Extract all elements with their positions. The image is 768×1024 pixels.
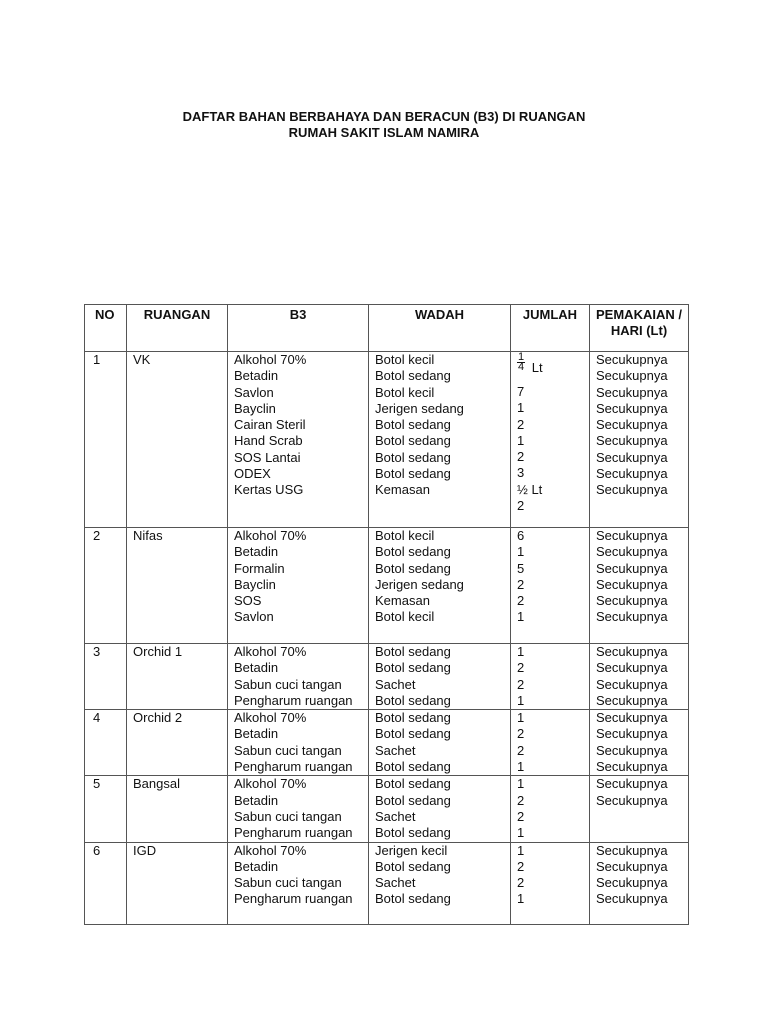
pemakaian-item: Secukupnya xyxy=(596,660,668,676)
header-no: NO xyxy=(85,305,127,352)
wadah-item: Botol sedang xyxy=(375,433,451,449)
jumlah-item: 1 xyxy=(517,891,525,907)
wadah-item: Botol kecil xyxy=(375,528,435,543)
jumlah-item: 7 xyxy=(517,384,525,399)
table-row xyxy=(85,776,689,842)
cell-no: 2 xyxy=(85,528,127,644)
b3-item: Alkohol 70% xyxy=(234,528,307,543)
pemakaian-item: Secukupnya xyxy=(596,676,668,692)
cell-pemakaian xyxy=(590,352,689,528)
pemakaian-item: Secukupnya xyxy=(596,710,668,726)
jumlah-item: 2 xyxy=(517,742,525,758)
wadah-item: Botol sedang xyxy=(375,644,451,659)
pemakaian-item: Secukupnya xyxy=(596,726,668,742)
wadah-item: Botol kecil xyxy=(375,352,435,367)
b3-item: Alkohol 70% xyxy=(234,842,307,858)
wadah-item: Botol sedang xyxy=(375,710,451,726)
cell-jumlah xyxy=(511,710,590,776)
b3-item: Pengharum ruangan xyxy=(234,825,353,841)
cell-b3 xyxy=(228,352,369,528)
table-row xyxy=(85,528,689,644)
b3-item: Alkohol 70% xyxy=(234,352,307,367)
cell-ruangan: Orchid 2 xyxy=(127,710,228,776)
b3-item: Alkohol 70% xyxy=(234,710,307,726)
cell-b3 xyxy=(228,842,369,924)
cell-b3 xyxy=(228,710,369,776)
table-row xyxy=(85,352,689,528)
fraction-denominator: 4 xyxy=(518,361,525,373)
table-header-row xyxy=(85,305,689,352)
b3-item: Cairan Steril xyxy=(234,417,306,433)
header-jumlah: JUMLAH xyxy=(511,305,590,352)
pemakaian-item: Secukupnya xyxy=(596,842,668,858)
b3-item: SOS xyxy=(234,593,262,609)
jumlah-item: 5 xyxy=(517,560,525,576)
jumlah-item: 1 xyxy=(517,400,525,416)
document-title xyxy=(0,109,768,141)
pemakaian-item: Secukupnya xyxy=(596,593,668,609)
b3-table xyxy=(84,304,689,925)
jumlah-item: 1 xyxy=(517,644,525,659)
header-wadah: WADAH xyxy=(369,305,511,352)
cell-jumlah xyxy=(511,352,590,528)
wadah-item: Jerigen sedang xyxy=(375,400,464,416)
b3-item: Bayclin xyxy=(234,400,276,416)
wadah-item: Botol sedang xyxy=(375,776,451,792)
b3-item: Betadin xyxy=(234,858,279,874)
table-row xyxy=(85,842,689,924)
pemakaian-item: Secukupnya xyxy=(596,759,668,775)
jumlah-item: 2 xyxy=(517,593,525,609)
jumlah-item: 2 xyxy=(517,792,525,808)
jumlah-fraction-line xyxy=(517,352,583,376)
jumlah-item: 2 xyxy=(517,726,525,742)
pemakaian-item: Secukupnya xyxy=(596,560,668,576)
wadah-item: Botol sedang xyxy=(375,825,451,841)
jumlah-gap xyxy=(517,376,583,384)
b3-item: Sabun cuci tangan xyxy=(234,742,342,758)
b3-item: Alkohol 70% xyxy=(234,644,307,659)
b3-item: Formalin xyxy=(234,560,285,576)
b3-item: Sabun cuci tangan xyxy=(234,875,342,891)
pemakaian-item: Secukupnya xyxy=(596,400,668,416)
b3-item: Sabun cuci tangan xyxy=(234,808,342,824)
wadah-item: Botol sedang xyxy=(375,891,451,907)
wadah-item: Botol sedang xyxy=(375,417,451,433)
jumlah-item: 2 xyxy=(517,875,525,891)
pemakaian-item: Secukupnya xyxy=(596,692,668,708)
wadah-item: Botol sedang xyxy=(375,660,451,676)
b3-item: ODEX xyxy=(234,466,271,482)
cell-no: 1 xyxy=(85,352,127,528)
wadah-item: Kemasan xyxy=(375,593,430,609)
cell-ruangan: Bangsal xyxy=(127,776,228,842)
wadah-item: Sachet xyxy=(375,676,416,692)
title-line-1: DAFTAR BAHAN BERBAHAYA DAN BERACUN (B3) DI RUANGAN xyxy=(182,109,586,124)
pemakaian-item: Secukupnya xyxy=(596,792,668,808)
cell-no: 6 xyxy=(85,842,127,924)
wadah-item: Kemasan xyxy=(375,482,430,498)
cell-b3 xyxy=(228,528,369,644)
jumlah-item: 6 xyxy=(517,528,525,543)
cell-wadah xyxy=(369,842,511,924)
b3-item: Pengharum ruangan xyxy=(234,891,353,907)
b3-item: Betadin xyxy=(234,726,279,742)
pemakaian-item: Secukupnya xyxy=(596,449,668,465)
jumlah-item: 2 xyxy=(517,498,525,514)
cell-wadah xyxy=(369,644,511,710)
pemakaian-item: Secukupnya xyxy=(596,417,668,433)
b3-item: Betadin xyxy=(234,792,279,808)
pemakaian-item: Secukupnya xyxy=(596,576,668,592)
cell-jumlah xyxy=(511,842,590,924)
wadah-item: Jerigen sedang xyxy=(375,576,464,592)
cell-pemakaian xyxy=(590,776,689,842)
jumlah-item: 2 xyxy=(517,576,525,592)
jumlah-item: 1 xyxy=(517,432,525,448)
wadah-item: Sachet xyxy=(375,808,416,824)
jumlah-item: 2 xyxy=(517,676,525,692)
title-line-2: RUMAH SAKIT ISLAM NAMIRA xyxy=(288,125,480,140)
wadah-item: Botol sedang xyxy=(375,692,451,708)
cell-b3 xyxy=(228,644,369,710)
wadah-item: Botol sedang xyxy=(375,858,451,874)
cell-b3 xyxy=(228,776,369,842)
b3-item: Kertas USG xyxy=(234,482,304,498)
table-row xyxy=(85,644,689,710)
pemakaian-item: Secukupnya xyxy=(596,891,668,907)
fraction xyxy=(517,353,525,372)
cell-wadah xyxy=(369,352,511,528)
pemakaian-item: Secukupnya xyxy=(596,776,668,792)
pemakaian-item: Secukupnya xyxy=(596,482,668,498)
pemakaian-item: Secukupnya xyxy=(596,368,668,384)
jumlah-item: 1 xyxy=(517,544,525,560)
jumlah-item: 2 xyxy=(517,660,525,676)
cell-jumlah xyxy=(511,776,590,842)
pemakaian-item: Secukupnya xyxy=(596,644,668,659)
cell-wadah xyxy=(369,710,511,776)
pemakaian-item: Secukupnya xyxy=(596,352,668,367)
cell-no: 5 xyxy=(85,776,127,842)
pemakaian-item: Secukupnya xyxy=(596,544,668,560)
table-row xyxy=(85,710,689,776)
cell-jumlah xyxy=(511,528,590,644)
wadah-item: Botol kecil xyxy=(375,384,435,400)
jumlah-item: 1 xyxy=(517,609,525,625)
pemakaian-item: Secukupnya xyxy=(596,528,668,543)
jumlah-item: 3 xyxy=(517,465,525,481)
b3-item: Sabun cuci tangan xyxy=(234,676,342,692)
jumlah-item: 2 xyxy=(517,808,525,824)
pemakaian-item: Secukupnya xyxy=(596,742,668,758)
pemakaian-item: Secukupnya xyxy=(596,466,668,482)
pemakaian-item: Secukupnya xyxy=(596,875,668,891)
pemakaian-item: Secukupnya xyxy=(596,858,668,874)
cell-wadah xyxy=(369,776,511,842)
b3-item: Betadin xyxy=(234,660,279,676)
b3-item: Pengharum ruangan xyxy=(234,759,353,775)
jumlah-item: 1 xyxy=(517,692,525,708)
wadah-item: Sachet xyxy=(375,875,416,891)
cell-pemakaian xyxy=(590,528,689,644)
cell-pemakaian xyxy=(590,644,689,710)
jumlah-item: ½ Lt xyxy=(517,481,543,497)
b3-item: Bayclin xyxy=(234,576,276,592)
fraction-numerator: 1 xyxy=(518,351,525,363)
header-pemakaian: PEMAKAIAN / HARI (Lt) xyxy=(590,305,689,352)
cell-ruangan: IGD xyxy=(127,842,228,924)
header-b3: B3 xyxy=(228,305,369,352)
wadah-item: Botol sedang xyxy=(375,466,451,482)
jumlah-item: 1 xyxy=(517,759,525,775)
cell-no: 3 xyxy=(85,644,127,710)
pemakaian-item: Secukupnya xyxy=(596,384,668,400)
wadah-item: Jerigen kecil xyxy=(375,842,448,858)
header-ruangan: RUANGAN xyxy=(127,305,228,352)
jumlah-item: 1 xyxy=(517,825,525,841)
wadah-item: Botol sedang xyxy=(375,792,451,808)
jumlah-item: 1 xyxy=(517,710,525,726)
wadah-item: Sachet xyxy=(375,742,416,758)
jumlah-item: 1 xyxy=(517,776,525,792)
cell-pemakaian xyxy=(590,710,689,776)
cell-jumlah xyxy=(511,644,590,710)
b3-item: Savlon xyxy=(234,609,274,625)
jumlah-item: 2 xyxy=(517,449,525,465)
pemakaian-item: Secukupnya xyxy=(596,433,668,449)
wadah-item: Botol sedang xyxy=(375,368,451,384)
wadah-item: Botol sedang xyxy=(375,759,451,775)
jumlah-item: 1 xyxy=(517,842,525,858)
cell-ruangan: Orchid 1 xyxy=(127,644,228,710)
cell-wadah xyxy=(369,528,511,644)
wadah-item: Botol sedang xyxy=(375,449,451,465)
cell-ruangan: VK xyxy=(127,352,228,528)
wadah-item: Botol kecil xyxy=(375,609,435,625)
jumlah-item: 2 xyxy=(517,858,525,874)
b3-item: Hand Scrab xyxy=(234,433,303,449)
jumlah-item: 2 xyxy=(517,416,525,432)
b3-item: Savlon xyxy=(234,384,274,400)
b3-item: Betadin xyxy=(234,544,279,560)
b3-item: Betadin xyxy=(234,368,279,384)
wadah-item: Botol sedang xyxy=(375,726,451,742)
cell-pemakaian xyxy=(590,842,689,924)
b3-item: SOS Lantai xyxy=(234,449,301,465)
wadah-item: Botol sedang xyxy=(375,544,451,560)
table-body xyxy=(85,352,689,925)
wadah-item: Botol sedang xyxy=(375,560,451,576)
cell-no: 4 xyxy=(85,710,127,776)
b3-item: Pengharum ruangan xyxy=(234,692,353,708)
fraction-unit: Lt xyxy=(528,360,543,375)
b3-item: Alkohol 70% xyxy=(234,776,307,792)
pemakaian-item: Secukupnya xyxy=(596,609,668,625)
cell-ruangan: Nifas xyxy=(127,528,228,644)
